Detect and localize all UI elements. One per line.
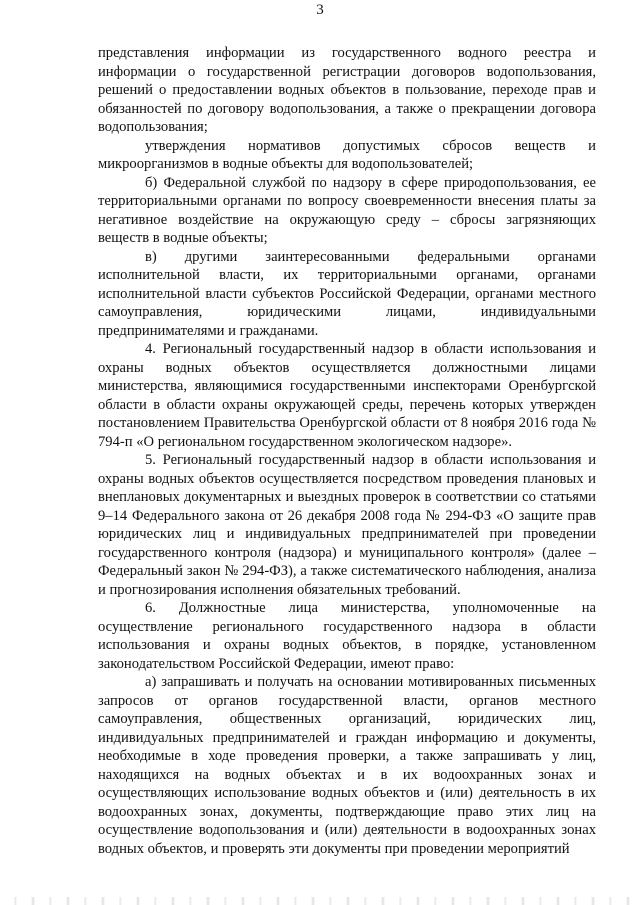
- paragraph-normativy: утверждения нормативов допустимых сбросов веществ и микроорганизмов в водные объекты для водопользователей;: [98, 137, 596, 172]
- page-number: 3: [316, 2, 324, 18]
- paragraph-section-5: 5. Региональный государственный надзор в области использования и охраны водных объектов осуществляется посредством проведения плановых и внеплановых документарных и выездных проверок в соответствии со статьями 9–14 Федерального закона от 26 декабря 2008 года № 294-ФЗ «О защите прав юридических лиц и индивидуальных предпринимателей при проведении государственного контроля (надзора) и муниципального контроля» (далее – Федеральный закон № 294-ФЗ), а также систематического наблюдения, анализа и прогнозирования исполнения обязательных требований.: [98, 452, 596, 598]
- paragraph-item-v: в) другими заинтересованными федеральными органами исполнительной власти, их территориальными органами, органами исполнительной власти субъектов Российской Федерации, органами местного самоуправления, юридическими лицами, индивидуальными предпринимателями и гражданами.: [98, 248, 596, 339]
- document-body: [98, 44, 596, 858]
- paragraph-item-a: а) запрашивать и получать на основании мотивированных письменных запросов от органов государственной власти, органов местного самоуправления, общественных организаций, юридических лиц, индивидуальных предпринимателей и граждан информацию и документы, необходимые в ходе проведения проверки, а также запрашивать у лиц, находящихся на водных объектах и в их водоохранных зонах и осуществляющих использование водных объектов и (или) деятельность в их водоохранных зонах, документы, подтверждающие право этих лиц на осуществление водопользования и (или) деятельности в водоохранных зонах водных объектов, и проверять эти документы при проведении мероприятий: [98, 674, 596, 857]
- paragraph-section-4: 4. Региональный государственный надзор в области использования и охраны водных объектов осуществляется должностными лицами министерства, являющимися государственными инспекторами Оренбургской области в области охраны окружающей среды, перечень которых утвержден постановлением Правительства Оренбургской области от 8 ноября 2016 года № 794-п «О региональном государственном экологическом надзоре».: [98, 341, 596, 450]
- scan-edge-artifact: [0, 897, 640, 905]
- paragraph-section-6: 6. Должностные лица министерства, уполномоченные на осуществление регионального государственного надзора в области использования и охраны водных объектов, в порядке, установленном законодательством Российской Федерации, имеют право:: [98, 600, 596, 672]
- paragraph-item-b: б) Федеральной службой по надзору в сфере природопользования, ее территориальными органами по вопросу своевременности внесения платы за негативное воздействие на окружающую среду – сбросы загрязняющих веществ в водные объекты;: [98, 174, 596, 246]
- paragraph-gos-reestr: представления информации из государственного водного реестра и информации о государственной регистрации договоров водопользования, решений о предоставлении водных объектов в пользование, переходе прав и обязанностей по договору водопользования, а также о прекращении договора водопользования;: [98, 45, 596, 135]
